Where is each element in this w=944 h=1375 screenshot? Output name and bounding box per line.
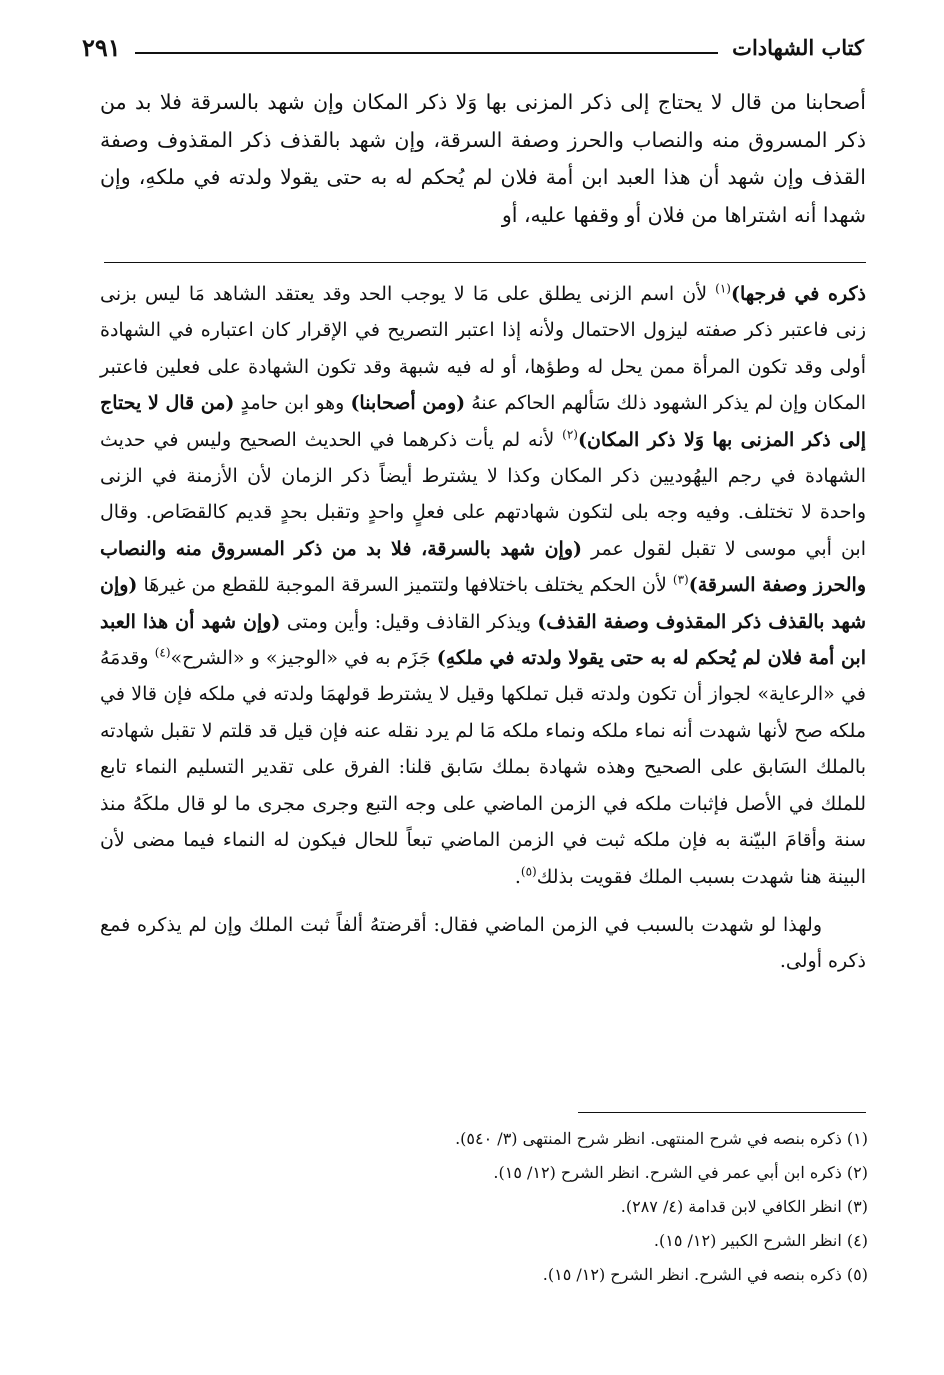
commentary-text: وهو ابن حامدٍ [234, 392, 351, 415]
header-rule [135, 52, 719, 54]
footnote-ref: (٢) [562, 427, 578, 442]
footnote-ref: (٣) [672, 572, 689, 587]
quoted-matn: ذكره في فرجها) [730, 283, 866, 305]
quoted-matn: (من قال لا يحتاج إلى ذكر المزنى بها وَلا ذكر المكان) [100, 392, 866, 451]
commentary-paragraph-2: ولهذا لو شهدت بالسبب في الزمن الماضي فقال: أقرضتهُ ألفاً ثبت الملك وإن لم يذكره فمع ذكره أولى. [100, 913, 866, 973]
footnote-item: (١) ذكره بنصه في شرح المنتهى. انظر شرح المنتهى (٣/ ٥٤٠). [455, 1129, 868, 1148]
footnote-ref: (٥) [520, 864, 537, 879]
footnote-ref: (١) [715, 281, 731, 296]
footnote-item: (٥) ذكره بنصه في الشرح. انظر الشرح (١٢/ ١٥). [542, 1265, 868, 1284]
commentary-block [100, 276, 866, 980]
commentary-text: . [514, 865, 521, 888]
text-commentary-divider [104, 262, 866, 263]
quoted-matn: (وإن شهد بالقذف ذكر المقذوف وصفة القذف) [100, 574, 866, 633]
footnotes-list [300, 1122, 868, 1292]
commentary-text: ويذكر القاذف وقيل: وأين ومتى [280, 610, 538, 633]
page-header [82, 28, 864, 62]
commentary-paragraph [100, 276, 866, 895]
page-number: ٢٩١ [82, 33, 121, 62]
commentary-text: لأنه لم يأت ذكرهما في الحديث الصحيح وليس في حديث الشهادة في رجم اليهُوديين ذكر المكان وكذا لا يشترط أيضاً ذكر الزمان لأن الأزمنة في الزنى واحدة لا تختلف. وفيه وجه بلى لتكون شهادتهم على فعلٍ واحدٍ وتقبل بحدٍ قديم كالقصَاص. وقال ابن أبي موسى لا تقبل لقول عمر [100, 428, 866, 560]
quoted-matn: (وإن شهد أن هذا العبد ابن أمة فلان لم يُحكم له به حتى يقولا ولدته في ملكهِ) [100, 610, 866, 670]
main-text-paragraph: أصحابنا من قال لا يحتاج إلى ذكر المزنى بها وَلا ذكر المكان وإن شهد بالسرقة فلا بد من ذكر المسروق منه والنصاب والحرز وصفة السرقة، وإن شهد بالقذف ذكر المقذوف وصفة القذف وإن شهد أن هذا العبد ابن أمة فلان لم يُحكم له به حتى يقولا ولدته في ملكهِ، وإن شهدا أنه اشتراها من فلان أو وقفها عليه، أو [100, 90, 866, 227]
commentary-text: لأن اسم الزنى يطلق على مَا لا يوجب الحد وقد يعتقد الشاهد مَا ليس بزنى زنى فاعتبر ذكر صفته ليزول الاحتمال ولأنه إذا اعتبر التصريح في الإقرار كان اعتباره في الشهادة أولى وقد تكون المرأة ممن يحل له وطؤها، أو له فيه شبهة وقد تكون الشهادة على فعلين فاعتبر المكان وإن لم يذكر الشهود ذلك سَألهم الحاكم عنهُ [100, 283, 866, 415]
commentary-text: جَزَم به في «الوجيز» و «الشرح» [170, 647, 437, 670]
footnote-item: (٢) ذكره ابن أبي عمر في الشرح. انظر الشرح (١٢/ ١٥). [493, 1163, 868, 1182]
footnote-item: (٤) انظر الشرح الكبير (١٢/ ١٥). [653, 1231, 868, 1250]
running-head-title: كتاب الشهادات [732, 35, 864, 60]
footnote-item: (٣) انظر الكافي لابن قدامة (٤/ ٢٨٧). [620, 1197, 868, 1216]
footnote-ref: (٤) [154, 645, 171, 660]
quoted-matn: (ومن أصحابنا) [350, 392, 466, 415]
commentary-text: لأن الحكم يختلف باختلافها ولتتميز السرقة الموجبة للقطع من غيرهَا [137, 574, 673, 597]
commentary-text: وقدمَهُ في «الرعاية» لجواز أن تكون ولدته قبل تملكها وقيل لا يشترط قولهمَا ولدته في ملكه فإن قالا في ملكه صح لأنها شهدت أنه نماء ملكه ونماء ملكه مَا لم يرد نقله عنه فإن قيل قد قلتم لا تقبل شهادته بالملك السَابق على الصحيح وهذه شهادة بملك سَابق قلنا: الفرق على تقدير التسليم النماء تابع للملك في الأصل فإثبات ملكه في الزمن الماضي على وجه التبع وجرى مجرى ما لو قال ملكَهُ منذ سنة وأقامَ البيّنة به فإن ملكه ثبت في الزمن الماضي تبعاً للحال فيكون له النماء فيما مضى لأن البينة هنا شهدت بسبب الملك فقويت بذلك [100, 647, 866, 888]
main-text-block [100, 84, 866, 234]
footnote-rule [578, 1112, 866, 1113]
quoted-matn: (وإن شهد بالسرقة، فلا بد من ذكر المسروق منه والنصاب والحرز وصفة السرقة) [100, 537, 866, 597]
